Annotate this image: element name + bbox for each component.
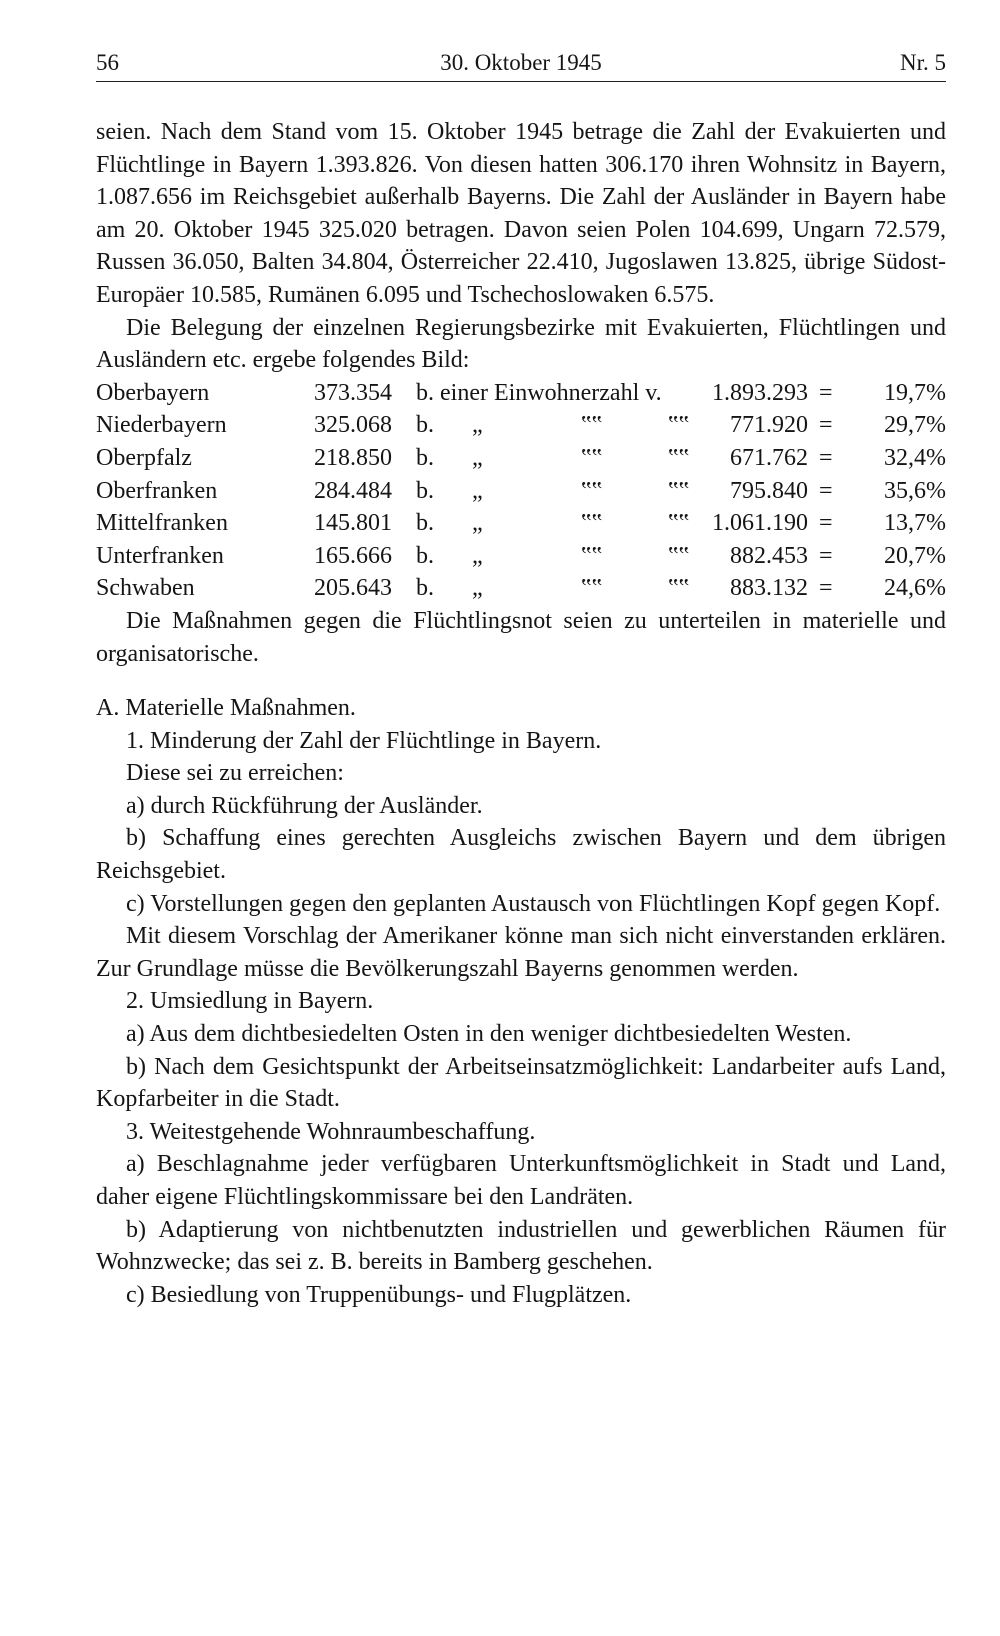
count-cell: 325.068 — [314, 412, 392, 439]
count-cell: 205.643 — [314, 575, 392, 602]
count-cell: 145.801 — [314, 510, 392, 537]
abbr-cell: b. — [416, 510, 434, 537]
ditto-mark: „ — [472, 510, 483, 537]
ditto-mark: ‟‟ — [581, 477, 603, 504]
list-item: 3. Weitestgehende Wohnraumbeschaffung. — [126, 1118, 536, 1145]
list-item: a) Aus dem dichtbesiedelten Osten in den weniger dichtbesiedelten Westen. — [126, 1021, 852, 1048]
equals-sign: = — [819, 412, 833, 439]
ditto-mark: ‟‟ — [668, 444, 690, 471]
population-cell: 795.840 — [730, 477, 808, 504]
ditto-mark: ‟‟ — [581, 412, 603, 439]
region-cell: Unterfranken — [96, 542, 224, 569]
paragraph-distribution-intro: Die Belegung der einzelnen Regierungsbezirke mit Evakuierten, Flüchtlingen und Ausländern etc. ergebe folgendes Bild: — [96, 314, 946, 374]
table-row — [96, 442, 946, 475]
list-item: Mit diesem Vorschlag der Amerikaner könne man sich nicht einverstanden erklären. Zur Grundlage müsse die Bevölkerungszahl Bayerns genommen werden. — [96, 923, 946, 982]
document-body — [96, 116, 946, 1311]
list-item: b) Schaffung eines gerechten Ausgleichs zwischen Bayern und dem übrigen Reichsgebiet. — [96, 825, 946, 885]
ditto-mark: ‟‟ — [668, 575, 690, 602]
page-header — [96, 50, 946, 84]
percent-cell: 19,7% — [884, 379, 946, 406]
table-row — [96, 475, 946, 508]
ditto-mark: ‟‟ — [581, 510, 603, 537]
region-cell: Niederbayern — [96, 412, 227, 439]
list-item: b) Nach dem Gesichtspunkt der Arbeitseinsatzmöglichkeit: Landarbeiter aufs Land, Kopfarbeiter in die Stadt. — [96, 1053, 946, 1113]
abbr-cell: b. — [416, 412, 434, 439]
percent-cell: 35,6% — [884, 477, 946, 504]
abbr-cell: b. — [416, 477, 434, 504]
list-item: c) Besiedlung von Truppenübungs- und Flugplätzen. — [126, 1281, 632, 1308]
region-cell: Mittelfranken — [96, 510, 228, 537]
population-cell: 771.920 — [730, 412, 808, 439]
population-cell: 883.132 — [730, 575, 808, 602]
equals-sign: = — [819, 542, 833, 569]
ditto-mark: „ — [472, 412, 483, 439]
percent-cell: 32,4% — [884, 444, 946, 471]
abbr-cell: b. — [416, 575, 434, 602]
district-table — [96, 377, 946, 605]
list-item: 2. Umsiedlung in Bayern. — [126, 988, 374, 1015]
abbr-cell: b. — [416, 444, 434, 471]
equals-sign: = — [819, 575, 833, 602]
percent-cell: 29,7% — [884, 412, 946, 439]
page-number: 56 — [96, 50, 119, 75]
region-cell: Schwaben — [96, 575, 195, 602]
ditto-mark: „ — [472, 575, 483, 602]
header-date: 30. Oktober 1945 — [440, 50, 602, 75]
table-row — [96, 377, 946, 410]
table-row — [96, 409, 946, 442]
header-rule — [96, 81, 946, 82]
abbr-cell: b. — [416, 542, 434, 569]
count-cell: 165.666 — [314, 542, 392, 569]
equals-sign: = — [819, 510, 833, 537]
percent-cell: 24,6% — [884, 575, 946, 602]
count-cell: 373.354 — [314, 379, 392, 406]
region-cell: Oberbayern — [96, 379, 210, 406]
list-item: b) Adaptierung von nichtbenutzten industriellen und gewerblichen Räumen für Wohnzwecke; das sei z. B. bereits in Bamberg geschehen. — [96, 1216, 946, 1276]
ditto-mark: „ — [472, 477, 483, 504]
ditto-mark: „ — [472, 542, 483, 569]
list-item: 1. Minderung der Zahl der Flüchtlinge in Bayern. — [126, 727, 602, 754]
region-cell: Oberpfalz — [96, 444, 192, 471]
list-item: c) Vorstellungen gegen den geplanten Austausch von Flüchtlingen Kopf gegen Kopf. — [126, 890, 941, 917]
ditto-mark: ‟‟ — [581, 444, 603, 471]
population-cell: 1.893.293 — [712, 379, 808, 406]
percent-cell: 13,7% — [884, 510, 946, 537]
ditto-mark: ‟‟ — [581, 542, 603, 569]
table-row — [96, 540, 946, 573]
section-heading: A. Materielle Maßnahmen. — [96, 695, 356, 722]
equals-sign: = — [819, 477, 833, 504]
percent-cell: 20,7% — [884, 542, 946, 569]
table-row — [96, 507, 946, 540]
ditto-mark: ‟‟ — [668, 542, 690, 569]
list-item: a) durch Rückführung der Ausländer. — [126, 792, 483, 819]
list-item: a) Beschlagnahme jeder verfügbaren Unterkunftsmöglichkeit in Stadt und Land, daher eigene Flüchtlingskommissare bei den Landräten. — [96, 1151, 946, 1210]
region-cell: Oberfranken — [96, 477, 218, 504]
equals-sign: = — [819, 379, 833, 406]
issue-number: Nr. 5 — [900, 50, 946, 75]
list-item: Diese sei zu erreichen: — [126, 760, 344, 787]
count-cell: 284.484 — [314, 477, 392, 504]
einwohner-label: b. einer Einwohnerzahl v. — [416, 379, 662, 406]
ditto-mark: ‟‟ — [668, 412, 690, 439]
count-cell: 218.850 — [314, 444, 392, 471]
population-cell: 882.453 — [730, 542, 808, 569]
equals-sign: = — [819, 444, 833, 471]
ditto-mark: ‟‟ — [668, 477, 690, 504]
ditto-mark: ‟‟ — [581, 575, 603, 602]
ditto-mark: ‟‟ — [668, 510, 690, 537]
paragraph-evacuees: seien. Nach dem Stand vom 15. Oktober 1945 betrage die Zahl der Evakuierten und Flüchtlinge in Bayern 1.393.826. Von diesen hatten 306.170 ihren Wohnsitz in Bayern, 1.087.656 im Reichsgebiet außerhalb Bayerns. Die Zahl der Ausländer in Bayern habe am 20. Oktober 1945 325.020 betragen. Davon seien Polen 104.699, Ungarn 72.579, Russen 36.050, Balten 34.804, Österreicher 22.410, Jugoslawen 13.825, übrige Südost-Europäer 10.585, Rumänen 6.095 und Tschechoslowaken 6.575. — [96, 119, 946, 308]
population-cell: 1.061.190 — [712, 510, 808, 537]
table-row — [96, 572, 946, 605]
population-cell: 671.762 — [730, 444, 808, 471]
paragraph-measures: Die Maßnahmen gegen die Flüchtlingsnot seien zu unterteilen in materielle und organisatorische. — [96, 607, 946, 667]
ditto-mark: „ — [472, 444, 483, 471]
